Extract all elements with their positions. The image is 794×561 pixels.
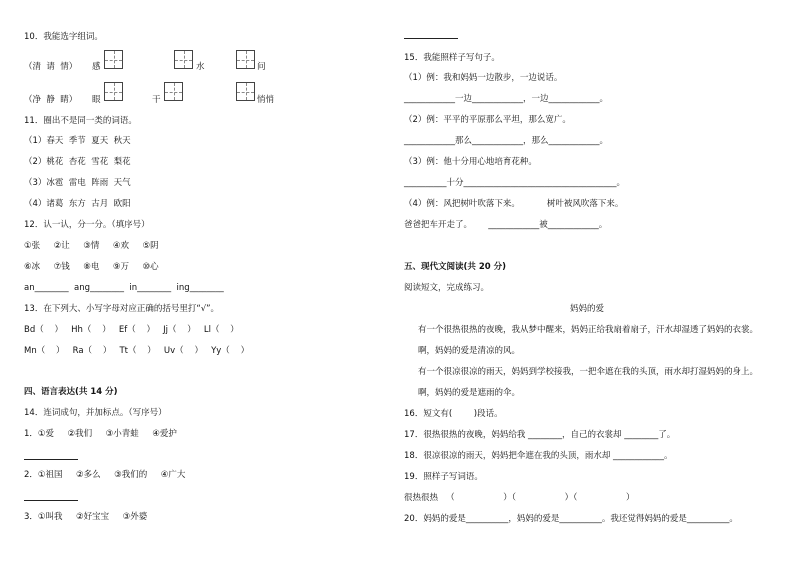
q15-title: 15．我能照样子写句子。 <box>404 53 500 63</box>
q10-word-prefix: 干 <box>152 95 161 105</box>
answer-line[interactable] <box>24 500 78 501</box>
q15-example: （3）例：他十分用心地培育花种。 <box>404 157 537 167</box>
q10-word-prefix: 感 <box>92 62 101 72</box>
q10-group-1: （清 请 情） <box>24 62 78 72</box>
q14-title: 14．连词成句，并加标点。（写序号） <box>24 408 167 418</box>
q13-title: 13．在下列大、小写字母对应正确的括号里打“√”。 <box>24 304 220 314</box>
q15-fill: 爸爸把车开走了。 ____________被____________。 <box>404 220 608 230</box>
tianzige-box[interactable] <box>164 82 183 101</box>
passage-paragraph: 有一个很热很热的夜晚，我从梦中醒来，妈妈正给我扇着扇子，汗水却湿透了妈妈的衣裳。 <box>418 325 759 335</box>
answer-line[interactable] <box>404 38 458 39</box>
section-5-heading: 五、现代文阅读(共 20 分) <box>404 262 507 272</box>
q15-example: （1）例：我和妈妈一边散步，一边说话。 <box>404 73 563 83</box>
q15-fill: ____________一边____________，一边____________。 <box>404 94 609 104</box>
q15-fill: ____________那么____________，那么____________。 <box>404 136 609 146</box>
passage-paragraph: 啊，妈妈的爱是遮雨的伞。 <box>418 388 521 398</box>
q13-row: Bd（ ） Hh（ ） Ef（ ） Jj（ ） Ll（ ） <box>24 325 239 335</box>
tianzige-box[interactable] <box>174 50 193 69</box>
q19: 19．照样子写词语。 <box>404 472 483 482</box>
q15-fill: __________十分____________________________________。 <box>404 178 626 188</box>
q12-chars-row: ①张 ②让 ③情 ④欢 ⑤阴 <box>24 241 159 251</box>
q12-chars-row: ⑥冰 ⑦钱 ⑧电 ⑨万 ⑩心 <box>24 262 159 272</box>
q11-item: （1）春天 季节 夏天 秋天 <box>24 136 131 146</box>
q11-item: （4）诸葛 东方 古月 欧阳 <box>24 199 131 209</box>
q14-sentence-2: 2．①祖国 ②多么 ③我们的 ④广大 <box>24 470 186 480</box>
tianzige-box[interactable] <box>104 82 123 101</box>
q10-word-suffix: 水 <box>196 62 205 72</box>
answer-line[interactable] <box>24 459 78 460</box>
q10-word-prefix: 眼 <box>92 95 101 105</box>
q18: 18．很凉很凉的雨天，妈妈把伞遮在我的头顶，雨水却 ____________。 <box>404 451 673 461</box>
q13-row: Mn（ ） Ra（ ） Tt（ ） Uv（ ） Yy（ ） <box>24 346 250 356</box>
q14-sentence-1: 1．①爱 ②我们 ③小青蛙 ④爱护 <box>24 429 177 439</box>
q15-example: （4）例：风把树叶吹落下来。 树叶被风吹落下来。 <box>404 199 624 209</box>
q20: 20．妈妈的爱是__________，妈妈的爱是__________。我还觉得妈妈的爱是__________。 <box>404 514 738 524</box>
q11-title: 11．圈出不是同一类的词语。 <box>24 116 137 126</box>
q10-word-suffix: 问 <box>257 62 266 72</box>
tianzige-box[interactable] <box>236 82 255 101</box>
q16: 16．短文有( )段话。 <box>404 409 503 419</box>
q10-group-2: （净 静 睛） <box>24 95 78 105</box>
q19-fill: 很热很热 （ ）（ ）（ ） <box>404 493 635 503</box>
q17: 17．很热很热的夜晚，妈妈给我 ________，自己的衣裳却 ________了。 <box>404 430 676 440</box>
section-4-heading: 四、语言表达(共 14 分) <box>24 387 118 397</box>
q10-title: 10．我能选字组词。 <box>24 32 103 42</box>
q12-title: 12．认一认，分一分。（填序号） <box>24 220 150 230</box>
q11-item: （3）冰雹 雷电 阵雨 天气 <box>24 178 131 188</box>
q12-answer-row: an________ ang________ in________ ing________ <box>24 283 224 293</box>
q10-word-suffix: 悄悄 <box>257 95 275 105</box>
tianzige-box[interactable] <box>236 50 255 69</box>
q14-sentence-3: 3．①叫我 ②好宝宝 ③外婆 <box>24 512 148 522</box>
q11-item: （2）桃花 杏花 雪花 梨花 <box>24 157 131 167</box>
passage-paragraph: 啊，妈妈的爱是清凉的风。 <box>418 346 521 356</box>
q15-example: （2）例：平平的平原那么平坦，那么宽广。 <box>404 115 571 125</box>
passage-title: 妈妈的爱 <box>570 304 605 314</box>
passage-paragraph: 有一个很凉很凉的雨天，妈妈到学校接我，一把伞遮在我的头顶，雨水却打湿妈妈的身上。 <box>418 367 759 377</box>
reading-instruction: 阅读短文，完成练习。 <box>404 283 490 293</box>
tianzige-box[interactable] <box>104 50 123 69</box>
